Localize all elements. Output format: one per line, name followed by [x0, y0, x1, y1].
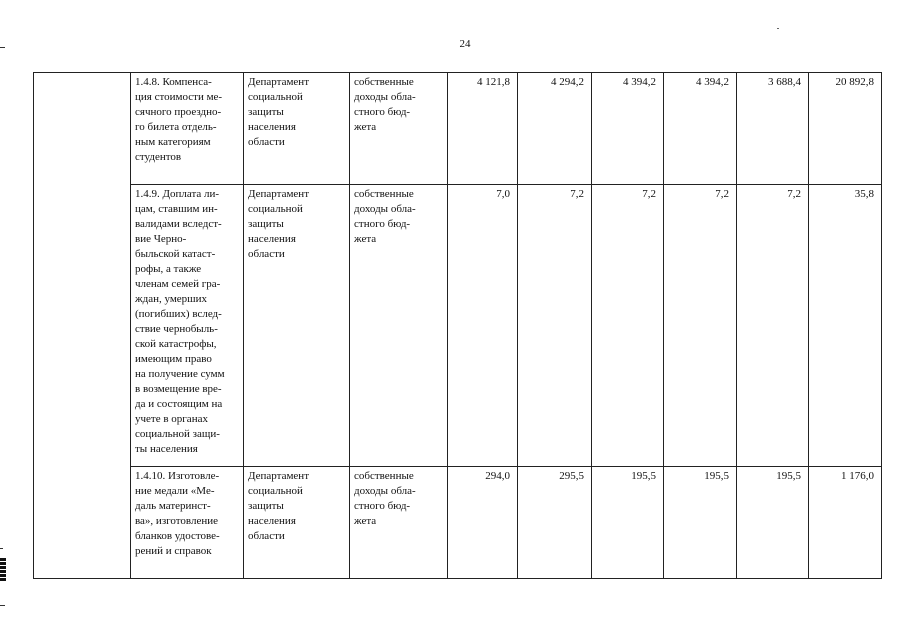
- table-row: [34, 73, 882, 185]
- amount-cell: 4 394,2: [664, 73, 737, 185]
- department-name: Департамент социальной защиты населения области: [248, 470, 310, 542]
- funding-source: собственные доходы обла- стного бюд- жета: [354, 470, 416, 527]
- amount-cell: 294,0: [448, 467, 518, 579]
- item-description: 1.4.8. Компенса- ция стоимости ме- сячного проездно- го билета отдель- ным категориям студентов: [135, 76, 223, 163]
- page-number: 24: [459, 38, 471, 50]
- table-row: [34, 467, 882, 579]
- scan-edge-mark: [0, 558, 6, 582]
- funding-source: собственные доходы обла- стного бюд- жета: [354, 76, 416, 133]
- department-name: Департамент социальной защиты населения области: [248, 188, 310, 260]
- scan-edge-tick: [0, 605, 5, 606]
- item-description: 1.4.10. Изготовле- ние медали «Ме- даль материнст- ва», изготовление бланков удостове- рений и справок: [135, 470, 220, 557]
- total-cell: 35,8: [809, 185, 882, 467]
- scan-edge-tick: [0, 47, 5, 48]
- amount-cell: 195,5: [737, 467, 809, 579]
- department-name: Департамент социальной защиты населения области: [248, 76, 310, 148]
- amount-cell: 7,2: [737, 185, 809, 467]
- scan-speck: [777, 28, 779, 29]
- item-description-cell: [131, 467, 244, 579]
- amount-cell: 195,5: [592, 467, 664, 579]
- item-description-cell: [131, 185, 244, 467]
- amount-cell: 7,2: [518, 185, 592, 467]
- funding-source-cell: [350, 73, 448, 185]
- amount-cell: 195,5: [664, 467, 737, 579]
- scan-edge-tick: [0, 548, 3, 549]
- budget-table: [33, 72, 882, 579]
- total-cell: 20 892,8: [809, 73, 882, 185]
- amount-cell: 295,5: [518, 467, 592, 579]
- item-description: 1.4.9. Доплата ли- цам, ставшим ин- валидами вследст- вие Черно- быльской катаст- рофы, а также членам семей гра- ждан, умерших (погибших) вслед- ствие чернобыль- ской катастрофы, имеющим право на получение сумм в возмещение вре- да и состоящим на учете в органах социальной защи- ты населения: [135, 188, 225, 455]
- total-cell: 1 176,0: [809, 467, 882, 579]
- amount-cell: 4 294,2: [518, 73, 592, 185]
- empty-first-column: [34, 73, 131, 579]
- funding-source-cell: [350, 185, 448, 467]
- amount-cell: 7,2: [664, 185, 737, 467]
- amount-cell: 4 121,8: [448, 73, 518, 185]
- item-description-cell: [131, 73, 244, 185]
- amount-cell: 7,0: [448, 185, 518, 467]
- funding-source-cell: [350, 467, 448, 579]
- funding-source: собственные доходы обла- стного бюд- жета: [354, 188, 416, 245]
- department-cell: [244, 467, 350, 579]
- department-cell: [244, 73, 350, 185]
- amount-cell: 7,2: [592, 185, 664, 467]
- amount-cell: 3 688,4: [737, 73, 809, 185]
- amount-cell: 4 394,2: [592, 73, 664, 185]
- table-row: [34, 185, 882, 467]
- department-cell: [244, 185, 350, 467]
